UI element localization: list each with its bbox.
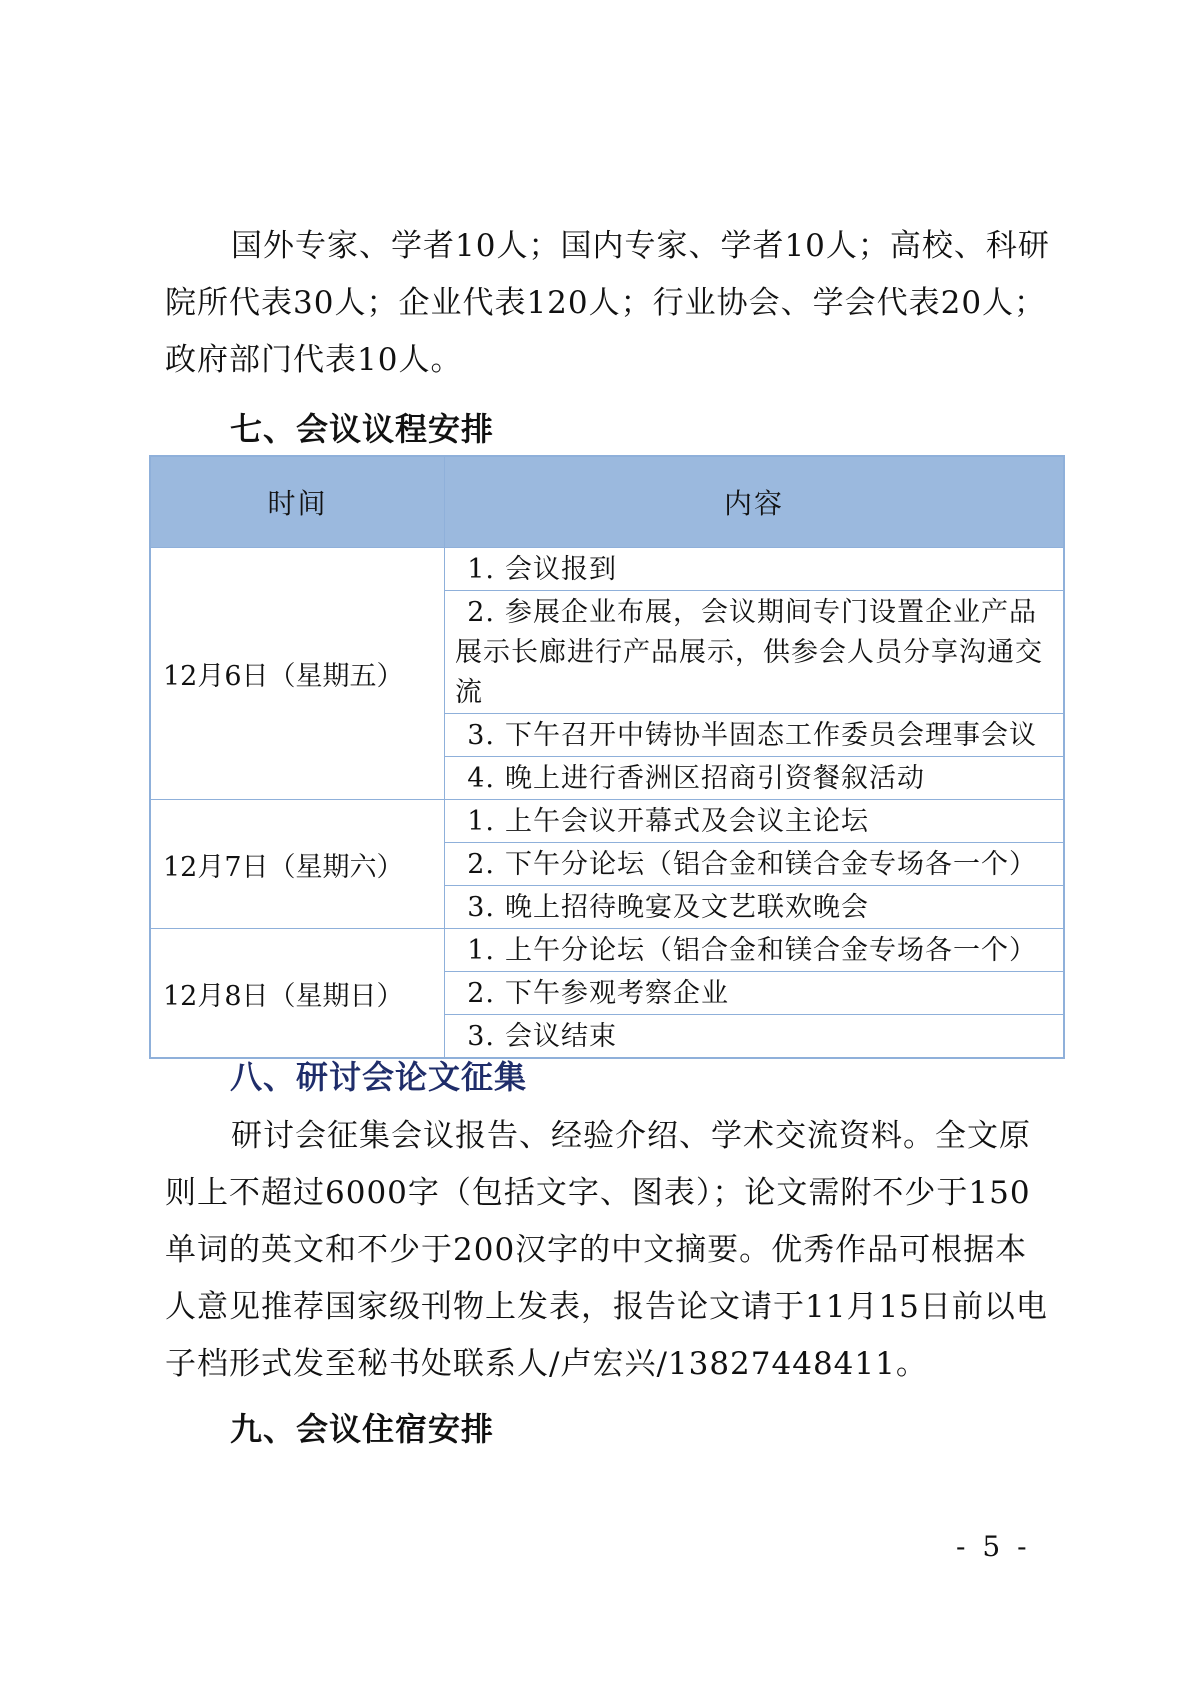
agenda-item-text: 上午会议开幕式及会议主论坛: [505, 806, 869, 837]
agenda-item-text: 上午分论坛（铝合金和镁合金专场各一个）: [505, 935, 1037, 966]
agenda-item: [445, 757, 1065, 800]
agenda-day-date: 12月8日（星期日）: [150, 929, 445, 1059]
papers-paragraph: [165, 1108, 1055, 1393]
agenda-item-number: 2.: [467, 597, 495, 628]
papers-paragraph-text: 研讨会征集会议报告、经验介绍、学术交流资料。全文原则上不超过6000字（包括文字、图表）；论文需附不少于150单词的英文和不少于200汉字的中文摘要。优秀作品可根据本人意见推荐国家级刊物上发表，报告论文请于11月15日前以电子档形式发至秘书处联系人/卢宏兴/13827448411。: [165, 1118, 1048, 1382]
section8-title: 八、研讨会论文征集: [230, 1058, 528, 1096]
agenda-item: [445, 548, 1065, 591]
agenda-day-date: 12月7日（星期六）: [150, 800, 445, 929]
agenda-item: [445, 1015, 1065, 1059]
agenda-item-text: 下午参观考察企业: [505, 978, 729, 1009]
agenda-item-text: 晚上进行香洲区招商引资餐叙活动: [505, 763, 925, 794]
section7-title: 七、会议议程安排: [230, 410, 495, 448]
agenda-item-number: 3.: [467, 892, 495, 923]
section9-title: 九、会议住宿安排: [230, 1410, 495, 1448]
agenda-item-number: 3.: [467, 1021, 495, 1052]
agenda-item-number: 3.: [467, 720, 495, 751]
agenda-item: [445, 800, 1065, 843]
agenda-table: [149, 455, 1065, 1059]
table-row: [150, 548, 1064, 591]
agenda-header-row: [150, 456, 1064, 548]
page-number: - 5 -: [956, 1530, 1031, 1563]
agenda-header-time: 时间: [150, 456, 445, 548]
agenda-item: [445, 929, 1065, 972]
agenda-item-number: 1.: [467, 806, 495, 837]
agenda-day-date: 12月6日（星期五）: [150, 548, 445, 800]
agenda-item: [445, 591, 1065, 714]
agenda-item-number: 4.: [467, 763, 495, 794]
agenda-item-text: 晚上招待晚宴及文艺联欢晚会: [505, 892, 869, 923]
agenda-item: [445, 843, 1065, 886]
agenda-item-number: 2.: [467, 978, 495, 1009]
intro-paragraph: [165, 218, 1055, 389]
agenda-header-content: 内容: [445, 456, 1065, 548]
agenda-item-text: 会议报到: [505, 554, 617, 585]
table-row: [150, 800, 1064, 843]
agenda-item-number: 1.: [467, 554, 495, 585]
agenda-item-text: 会议结束: [505, 1021, 617, 1052]
agenda-item: [445, 714, 1065, 757]
agenda-item: [445, 972, 1065, 1015]
agenda-item-text: 参展企业布展，会议期间专门设置企业产品展示长廊进行产品展示，供参会人员分享沟通交流: [455, 597, 1043, 708]
table-row: [150, 929, 1064, 972]
agenda-item-text: 下午分论坛（铝合金和镁合金专场各一个）: [505, 849, 1037, 880]
agenda-item-number: 1.: [467, 935, 495, 966]
agenda-item-number: 2.: [467, 849, 495, 880]
intro-paragraph-text: 国外专家、学者10人；国内专家、学者10人；高校、科研院所代表30人；企业代表120人；行业协会、学会代表20人；政府部门代表10人。: [165, 228, 1050, 378]
agenda-item: [445, 886, 1065, 929]
agenda-item-text: 下午召开中铸协半固态工作委员会理事会议: [505, 720, 1037, 751]
